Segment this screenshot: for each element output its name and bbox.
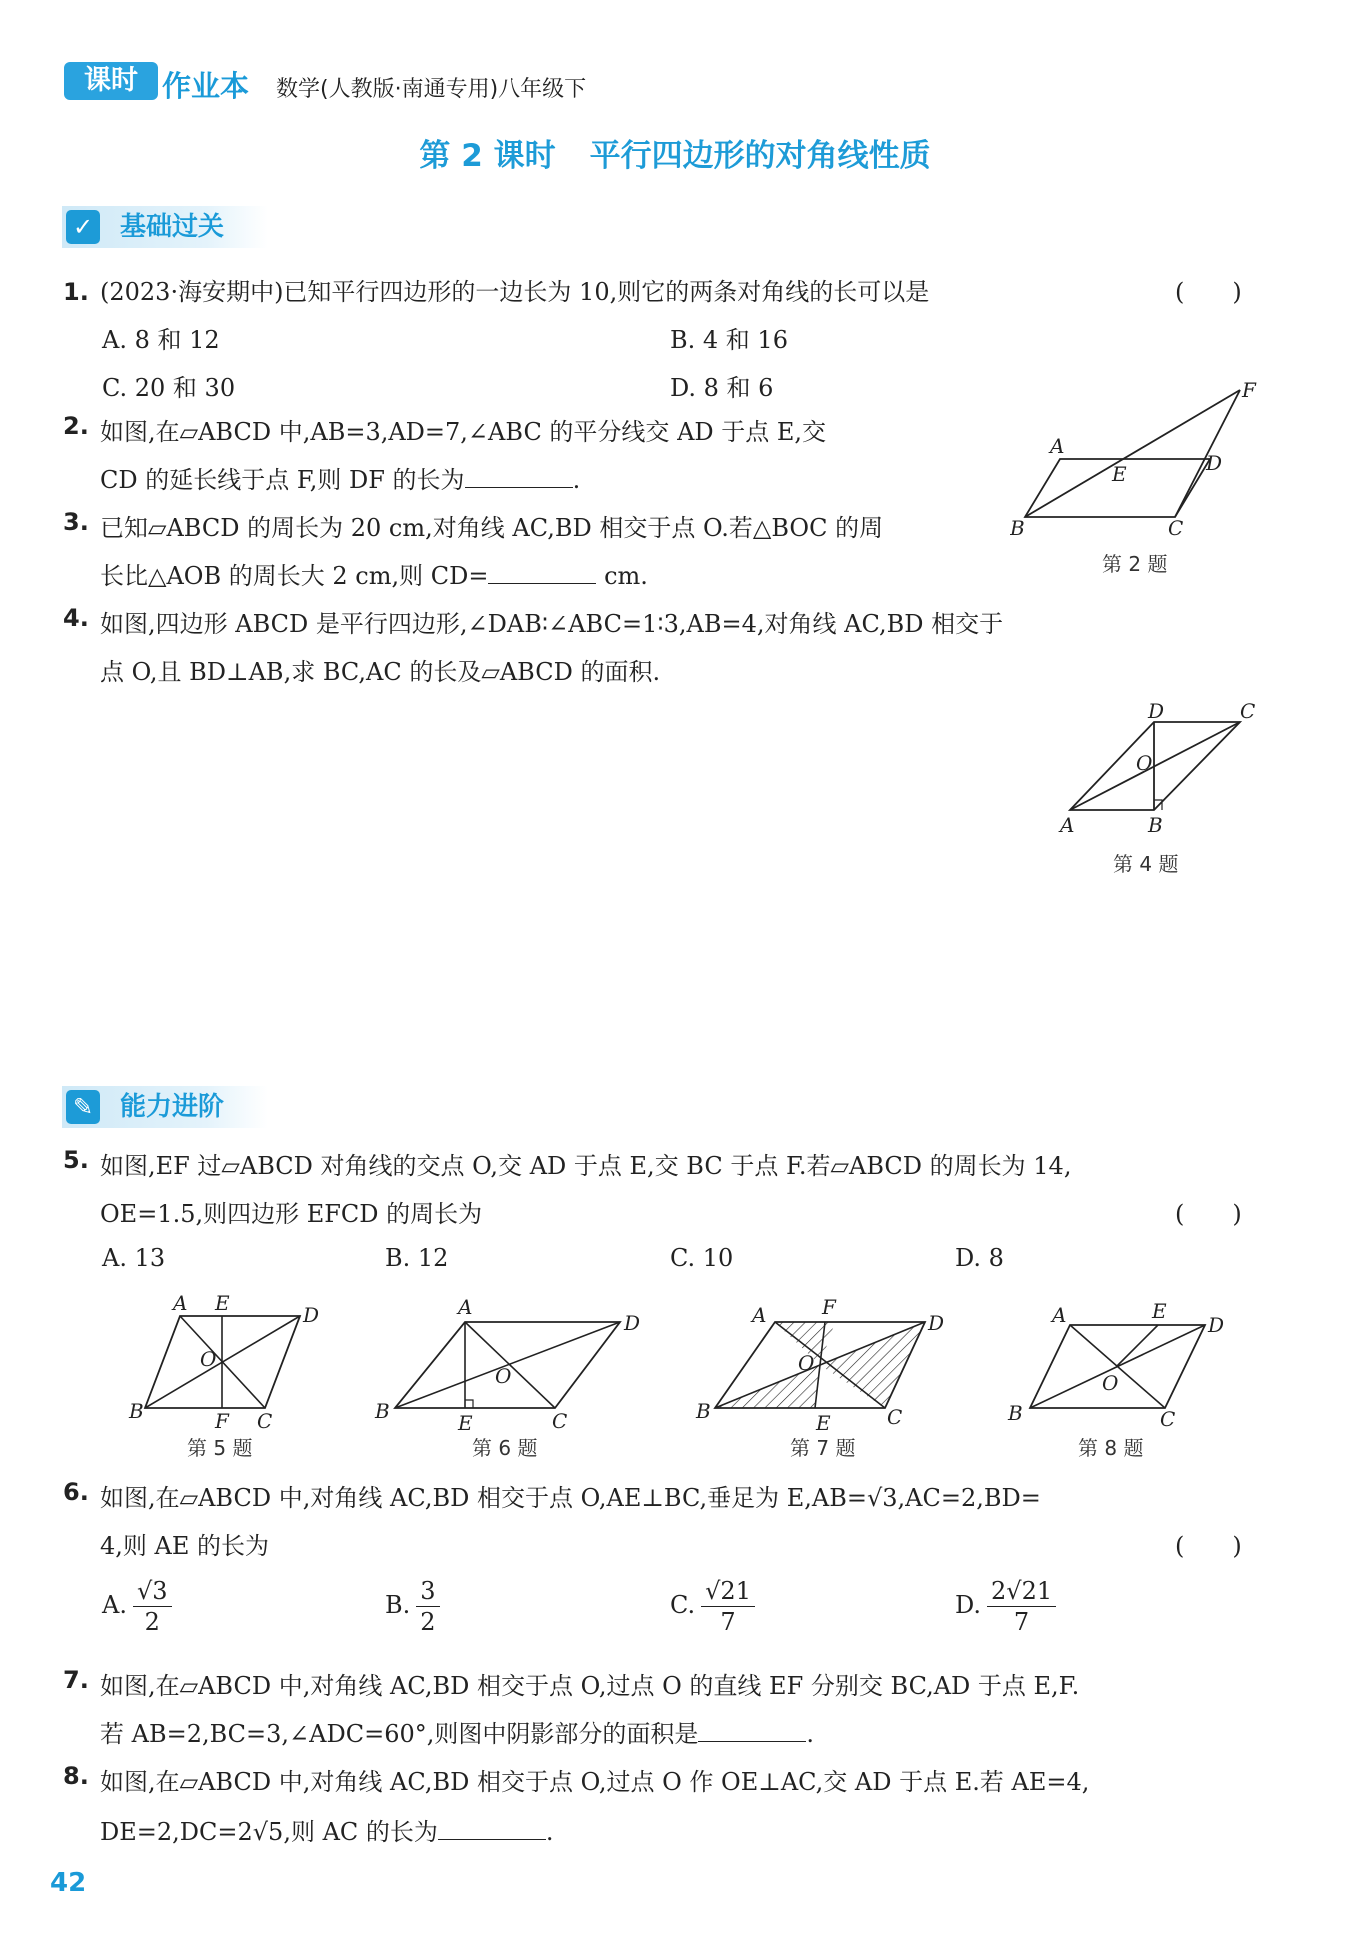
pencil-note-icon: ✎ [66, 1090, 100, 1124]
label-e: E [1152, 1299, 1167, 1323]
question-number: 4. [63, 604, 89, 632]
answer-blank [465, 465, 573, 488]
figure-caption-q7: 第 7 题 [790, 1436, 856, 1460]
label-b: B [1010, 516, 1025, 540]
figure-q2 [1010, 375, 1270, 545]
label-d: D [1148, 700, 1165, 723]
label-a: A [458, 1295, 473, 1319]
label-o: O [200, 1347, 217, 1371]
question-text-line2: 点 O,且 BD⊥AB,求 BC,AC 的长及▱ABCD 的面积. [100, 658, 661, 686]
option-b: B. 4 和 16 [670, 326, 788, 354]
label-d: D [303, 1303, 320, 1327]
question-number: 5. [63, 1146, 89, 1174]
label-f: F [822, 1295, 836, 1319]
option-c: C. $\frac{√21}{7}$ [670, 1576, 755, 1637]
right-angle-mark [465, 1400, 473, 1408]
option-c: C. 10 [670, 1244, 734, 1272]
label-b: B [129, 1399, 144, 1423]
question-text-line2: 若 AB=2,BC=3,∠ADC=60°,则图中阴影部分的面积是 . [100, 1720, 815, 1748]
option-d: D. $\frac{2√21}{7}$ [955, 1576, 1056, 1637]
label-a: A [1052, 1303, 1067, 1327]
figure-caption-q5: 第 5 题 [187, 1436, 253, 1460]
label-a: A [1060, 813, 1075, 837]
question-number: 3. [63, 508, 89, 536]
label-o: O [1136, 751, 1153, 775]
question-text-line1: 如图,EF 过▱ABCD 对角线的交点 O,交 AD 于点 E,交 BC 于点 F.若▱ABCD 的周长为 14, [100, 1152, 1072, 1180]
figure-q4 [1050, 700, 1270, 840]
book-title: 作业本 [162, 69, 250, 103]
diagonal-ac [1070, 722, 1240, 810]
label-e: E [1112, 462, 1127, 486]
label-a: A [1050, 434, 1065, 458]
figure-q6 [370, 1290, 650, 1430]
label-b: B [696, 1399, 711, 1423]
question-text-line1: 如图,在▱ABCD 中,对角线 AC,BD 相交于点 O,过点 O 作 OE⊥AC,交 AD 于点 E.若 AE=4, [100, 1768, 1090, 1796]
label-c: C [887, 1405, 903, 1429]
figure-q8 [1000, 1290, 1250, 1430]
question-text-line1: 如图,四边形 ABCD 是平行四边形,∠DAB∶∠ABC=1∶3,AB=4,对角线 AC,BD 相交于 [100, 610, 1004, 638]
brand-logo: 课时 [64, 62, 158, 100]
label-c: C [1168, 516, 1184, 540]
label-f: F [1242, 378, 1256, 402]
label-c: C [1240, 700, 1256, 723]
lesson-title [0, 130, 1350, 175]
question-number: 7. [63, 1666, 89, 1694]
lesson-number: 第 2 课时 [419, 138, 556, 174]
section-advanced-title: 能力进阶 [120, 1092, 225, 1122]
question-text-line2: CD 的延长线于点 F,则 DF 的长为 . [100, 466, 581, 494]
question-text-line2: DE=2,DC=2√5,则 AC 的长为 . [100, 1818, 554, 1846]
label-b: B [1008, 1401, 1023, 1425]
label-c: C [1160, 1407, 1176, 1430]
option-b: B. 12 [385, 1244, 449, 1272]
section-basic-banner [62, 206, 268, 248]
lesson-topic: 平行四边形的对角线性质 [589, 138, 931, 174]
question-number: 2. [63, 412, 89, 440]
section-basic-title: 基础过关 [120, 212, 225, 242]
option-d: D. 8 和 6 [670, 374, 774, 402]
figure-q7 [690, 1290, 960, 1430]
question-number: 6. [63, 1478, 89, 1506]
shaded-region-right [820, 1322, 925, 1408]
figure-q5 [125, 1290, 335, 1430]
label-d: D [1206, 451, 1223, 475]
label-o: O [495, 1364, 512, 1388]
question-number: 1. [63, 278, 89, 306]
figure-caption-q2: 第 2 题 [1102, 552, 1168, 576]
answer-blank [438, 1817, 546, 1840]
section-advanced-banner [62, 1086, 268, 1128]
label-a: A [752, 1303, 767, 1327]
question-text-line1: 如图,在▱ABCD 中,对角线 AC,BD 相交于点 O,过点 O 的直线 EF 分别交 BC,AD 于点 E,F. [100, 1672, 1080, 1700]
label-f: F [215, 1409, 229, 1430]
figure-caption-q8: 第 8 题 [1078, 1436, 1144, 1460]
figure-caption-q4: 第 4 题 [1113, 852, 1179, 876]
label-o: O [798, 1351, 815, 1375]
label-b: B [1148, 813, 1163, 837]
segment-oe [1117, 1325, 1158, 1366]
question-text: (2023·海安期中)已知平行四边形的一边长为 10,则它的两条对角线的长可以是 [100, 278, 930, 306]
label-d: D [928, 1311, 945, 1335]
checkmark-icon: ✓ [66, 210, 100, 244]
label-b: B [375, 1399, 390, 1423]
option-a: A. 8 和 12 [102, 326, 220, 354]
question-text-line1: 已知▱ABCD 的周长为 20 cm,对角线 AC,BD 相交于点 O.若△BOC 的周 [100, 514, 884, 542]
figure-caption-q6: 第 6 题 [472, 1436, 538, 1460]
label-e: E [816, 1411, 831, 1430]
question-text-line1: 如图,在▱ABCD 中,AB=3,AD=7,∠ABC 的平分线交 AD 于点 E,交 [100, 418, 827, 446]
label-e: E [458, 1411, 473, 1430]
label-a: A [173, 1291, 188, 1315]
label-c: C [257, 1409, 273, 1430]
option-b: B. $\frac{3}{2}$ [385, 1576, 440, 1637]
label-o: O [1102, 1371, 1119, 1395]
question-text-line2: 长比△AOB 的周长大 2 cm,则 CD= cm. [100, 562, 648, 590]
option-c: C. 20 和 30 [102, 374, 236, 402]
question-text-line2: 4,则 AE 的长为 [100, 1532, 270, 1560]
answer-bracket: ( ) [1175, 1532, 1242, 1560]
answer-blank [698, 1719, 806, 1742]
label-e: E [215, 1291, 230, 1315]
label-d: D [624, 1311, 641, 1335]
answer-bracket: ( ) [1175, 1200, 1242, 1228]
label-d: D [1208, 1313, 1225, 1337]
question-text-line2: OE=1.5,则四边形 EFCD 的周长为 [100, 1200, 483, 1228]
question-number: 8. [63, 1762, 89, 1790]
page-number: 42 [50, 1868, 87, 1898]
question-text-line1: 如图,在▱ABCD 中,对角线 AC,BD 相交于点 O,AE⊥BC,垂足为 E,AB=√3,AC=2,BD= [100, 1484, 1041, 1512]
answer-bracket: ( ) [1175, 278, 1242, 306]
label-c: C [552, 1409, 568, 1430]
answer-blank [488, 561, 596, 584]
option-a: A. $\frac{√3}{2}$ [102, 1576, 172, 1637]
option-d: D. 8 [955, 1244, 1004, 1272]
option-a: A. 13 [102, 1244, 166, 1272]
subject-line: 数学(人教版·南通专用)八年级下 [276, 77, 587, 102]
